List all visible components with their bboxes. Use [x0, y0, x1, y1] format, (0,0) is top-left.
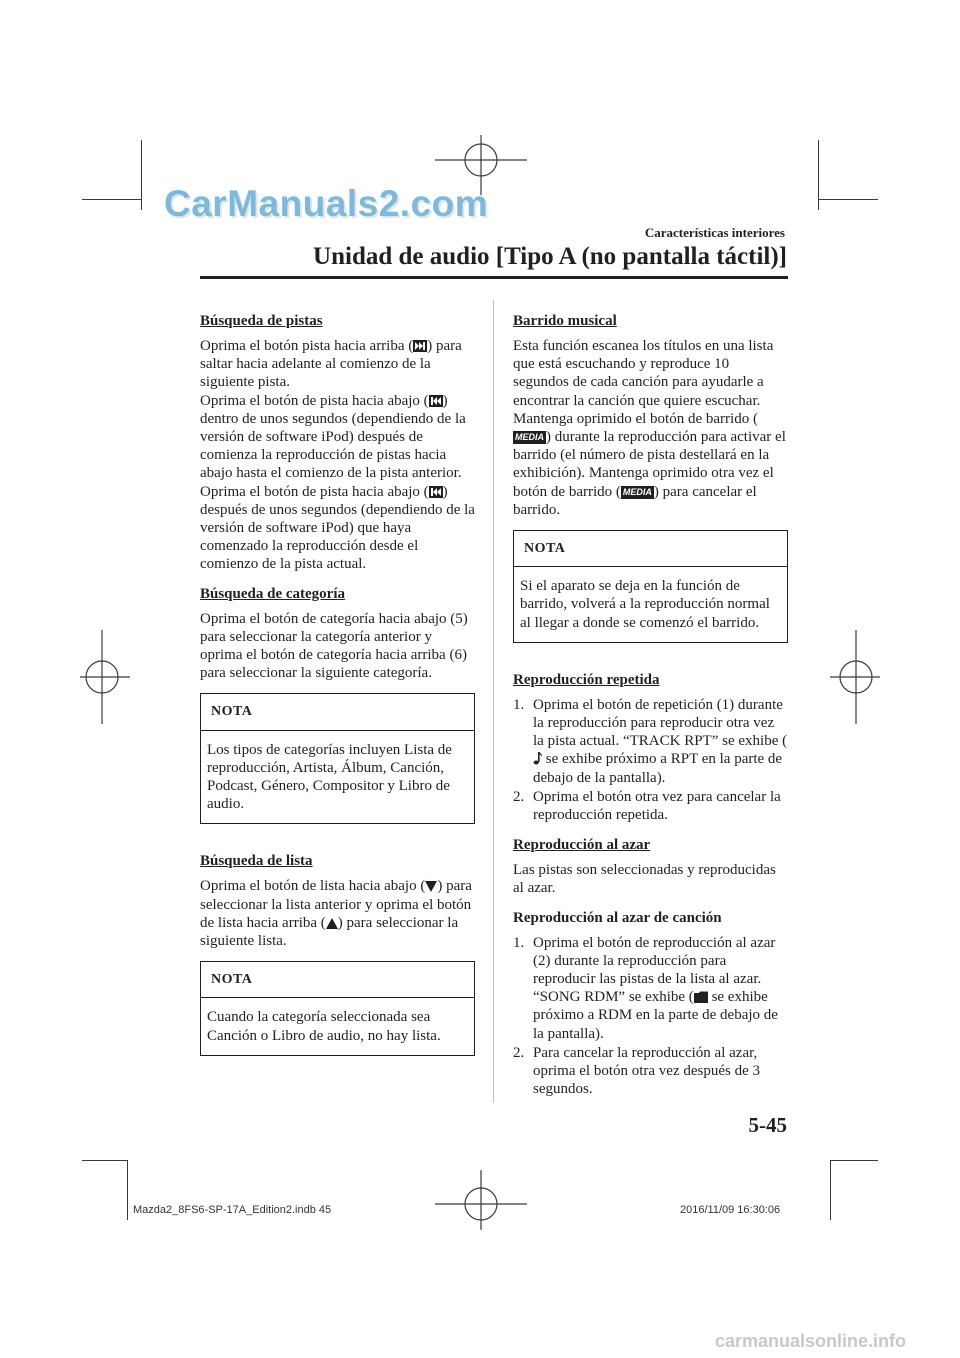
crop-mark	[830, 1160, 831, 1220]
paragraph: Oprima el botón de lista hacia abajo ( ) para seleccionar la lista anterior y oprima el botón de lista hacia arriba ( ) para seleccionar la siguiente lista.	[200, 878, 472, 950]
heading-list-search: Búsqueda de lista	[200, 853, 313, 870]
list-item: 1. Oprima el botón de reproducción al azar (2) durante la reproducción para reproducir las pistas de la lista al azar. “SONG RDM” se exhibe ( se exhibe próximo a RDM en la parte de debajo de la pantalla).	[513, 934, 778, 1042]
previous-track-icon	[429, 486, 443, 498]
list-item: 1. Oprima el botón de repetición (1) durante la reproducción para reproducir otra vez la pista actual. “TRACK RPT” se exhibe ( se exhibe próximo a RPT en la parte de debajo de la pantalla).	[513, 696, 788, 786]
crop-mark	[82, 1160, 127, 1161]
next-track-icon	[413, 340, 427, 352]
heading-track-search: Búsqueda de pistas	[200, 313, 323, 329]
paragraph: Oprima el botón de categoría hacia abajo (5) para seleccionar la categoría anterior y oprima el botón de categoría hacia arriba (6) para seleccionar la siguiente categoría.	[200, 610, 468, 682]
note-heading: NOTA	[201, 694, 474, 730]
crop-mark	[127, 1160, 128, 1220]
note-body: Si el aparato se deja en la función de barrido, volverá a la reproducción normal al llegar a donde se comenzó el barrido.	[520, 578, 770, 631]
paragraph: Las pistas son seleccionadas y reproducidas al azar.	[513, 862, 776, 897]
paragraph: Oprima el botón pista hacia arriba ( ) para saltar hacia adelante al comienzo de la siguiente pista. Oprima el botón de pista hacia abajo ( ) dentro de unos segundos (dependiendo de la versión de software iPod) después de comienza la reproducción de pistas hacia abajo hasta el comienzo de la pista anterior. Oprima el botón de pista hacia abajo ( ) después de unos segundos (dependiendo de la versión de software iPod) que haya comenzado la reproducción desde el comienzo de la pista actual.	[200, 338, 475, 573]
heading-repeat-playback: Reproducción repetida	[513, 671, 660, 688]
crop-mark	[830, 1160, 878, 1161]
section-label: Características interiores	[644, 225, 785, 240]
footer-timestamp: 2016/11/09 16:30:06	[680, 1204, 781, 1216]
crop-mark	[818, 199, 878, 200]
page-title: Unidad de audio [Tipo A (no pantalla táctil)]	[313, 243, 787, 270]
left-column	[200, 312, 475, 1084]
heading-random-playback: Reproducción al azar	[513, 837, 651, 854]
site-watermark: carmanualsonline.info	[715, 1331, 907, 1351]
paragraph: Esta función escanea los títulos en una lista que está escuchando y reproduce 10 segundos de cada canción para ayudarle a encontrar la canción que quiere escuchar. Mantenga oprimido el botón de barrido (MEDIA ) durante la reproducción para activar el barrido (el número de pista destellará en la exhibición). Mantenga oprimido otra vez el botón de barrido ( MEDIA ) para cancelar el barrido.	[513, 338, 786, 518]
footer-file: Mazda2_8FS6-SP-17A_Edition2.indb 45	[133, 1204, 332, 1216]
right-column	[513, 312, 788, 1111]
heading-music-scan: Barrido musical	[513, 313, 617, 329]
registration-mark	[830, 630, 880, 724]
crop-mark	[82, 199, 142, 200]
list-item: 2. Para cancelar la reproducción al azar, oprima el botón otra vez después de 3 segundos.	[513, 1044, 761, 1098]
music-note-icon	[533, 752, 542, 765]
header-rule	[200, 276, 788, 279]
registration-mark	[435, 1160, 527, 1230]
note-body: Los tipos de categorías incluyen Lista de reproducción, Artista, Álbum, Canción, Podcast, Género, Compositor y Libro de audio.	[207, 741, 452, 813]
numbered-list	[513, 696, 788, 824]
note-body: Cuando la categoría seleccionada sea Canción o Libro de audio, no hay lista.	[207, 1009, 441, 1044]
heading-category-search: Búsqueda de categoría	[200, 585, 346, 602]
watermark-logo: CarManuals2.com	[164, 183, 489, 224]
note-heading: NOTA	[201, 962, 474, 998]
previous-track-icon	[429, 395, 443, 407]
column-divider	[493, 300, 494, 1103]
note-box	[200, 693, 475, 824]
up-arrow-icon	[326, 918, 338, 929]
note-box	[200, 961, 475, 1056]
folder-icon	[694, 991, 708, 1003]
heading-random-song: Reproducción al azar de canción	[513, 909, 722, 926]
registration-mark	[80, 630, 130, 724]
media-button-icon: MEDIA	[622, 486, 652, 497]
note-heading: NOTA	[514, 531, 787, 567]
media-button-icon: MEDIA	[515, 432, 544, 443]
note-box	[513, 530, 788, 643]
down-arrow-icon	[425, 881, 437, 892]
numbered-list	[513, 934, 788, 1099]
page-number: 5-45	[748, 1113, 787, 1137]
list-item: 2. Oprima el botón otra vez para cancelar la reproducción repetida.	[513, 788, 781, 824]
